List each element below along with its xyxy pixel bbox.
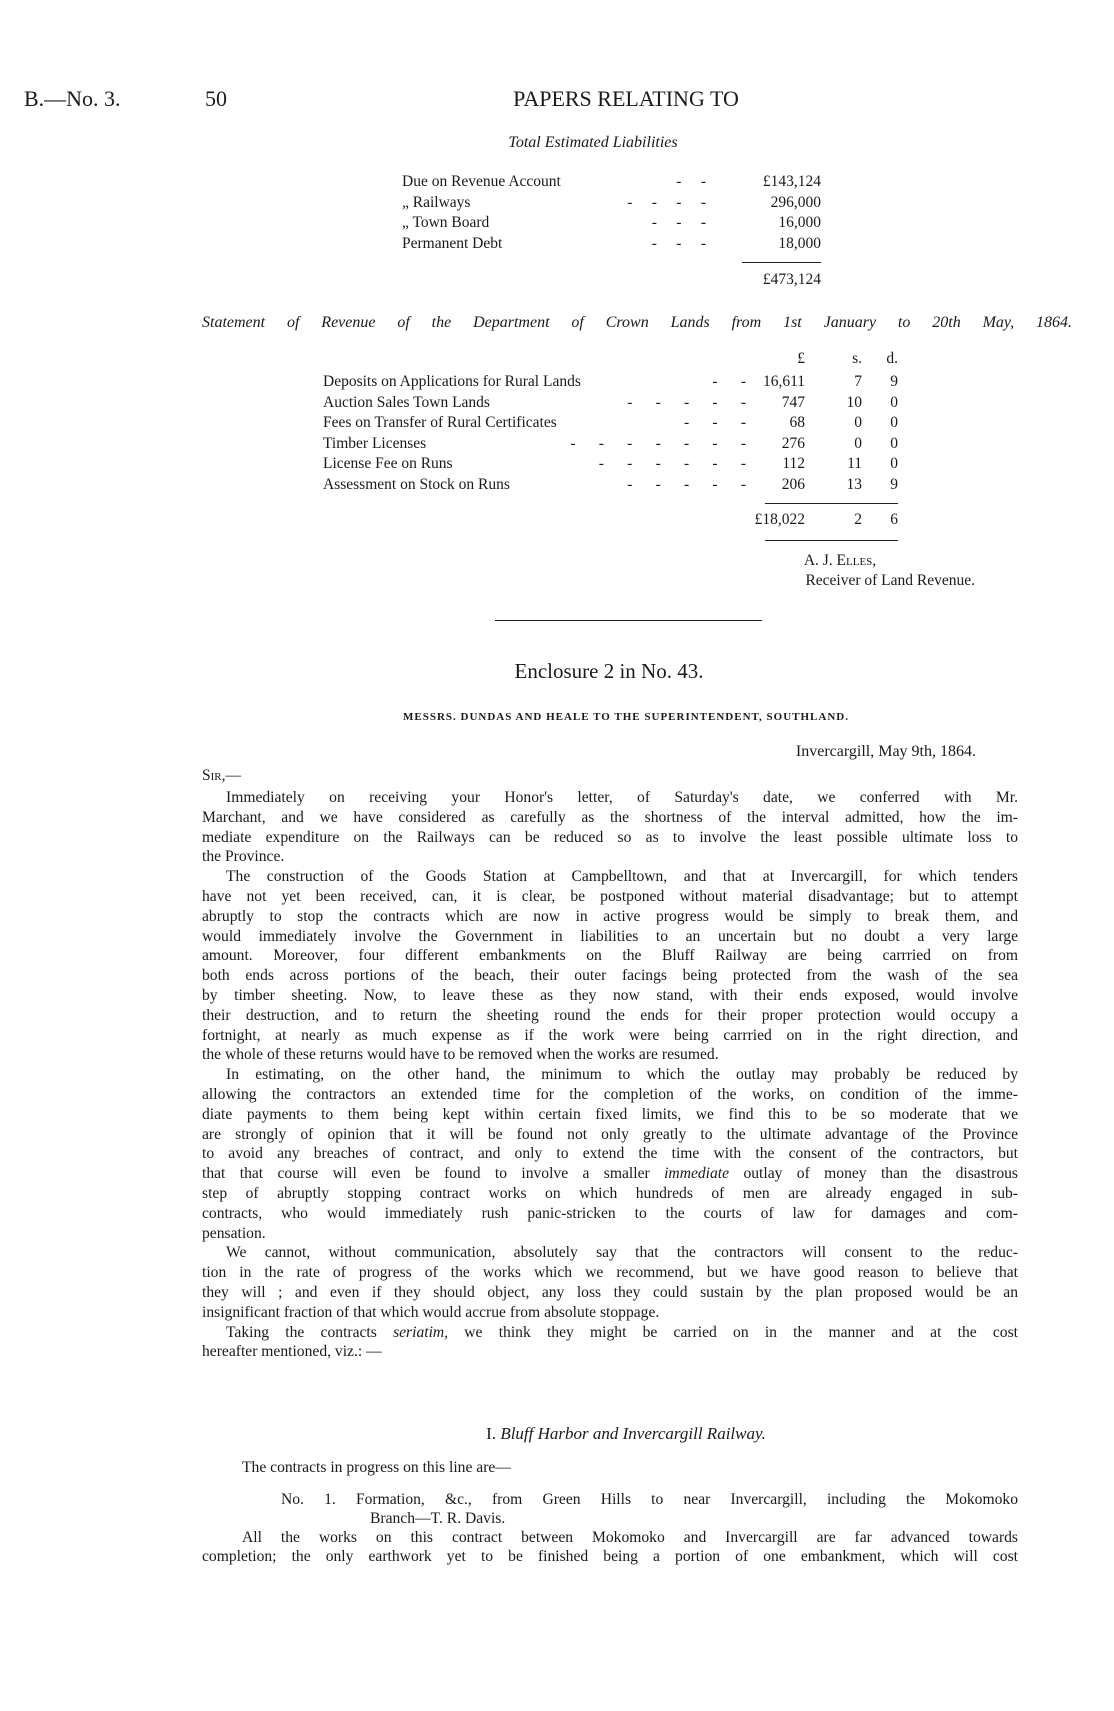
line-text: would immediately involve the Government in liabilities to an uncertain but no doubt a very large <box>202 927 1018 945</box>
revenue-shillings: 0 <box>854 414 862 431</box>
letter-line <box>202 986 1018 1006</box>
line-text: fortnight, at nearly as much expense as if the work were being carrried on in the right direction, and <box>202 1026 1018 1044</box>
letter-body <box>202 788 1018 1362</box>
line-text: mediate expenditure on the Railways can be reduced so as to involve the least possible ultimate loss to <box>202 828 1018 846</box>
line-text: amount. Moreover, four different embankments on the Bluff Railway are being carrried on from <box>202 947 1018 965</box>
revenue-pounds: 747 <box>781 393 805 411</box>
letter-line <box>202 1184 1018 1204</box>
line-text: diate payments to them being kept within certain fixed limits, we find this to be so moderate that we <box>202 1105 1018 1123</box>
line-text: their destruction, and to return the sheeting round the ends for their proper protection would occupy a <box>202 1006 1018 1024</box>
revenue-leader-dashes: - - - - - - - <box>570 434 746 452</box>
section-heading <box>326 1424 926 1444</box>
letter-line <box>202 788 1018 808</box>
contract-paragraph-line-2: completion; the only earthwork yet to be finished being a portion of one embankment, which will cost <box>202 1548 1018 1565</box>
letter-line <box>202 1026 1018 1046</box>
letter-line <box>202 1224 1018 1244</box>
italic-text: seriatim, <box>393 1323 449 1341</box>
letter-salutation: Sir,— <box>202 767 241 784</box>
revenue-label: Auction Sales Town Lands <box>323 393 490 411</box>
revenue-total-pounds: £18,022 <box>754 511 805 528</box>
enclosure-subtitle: MESSRS. DUNDAS AND HEALE TO THE SUPERINTENDENT, SOUTHLAND. <box>403 711 849 723</box>
line-text-continued: we think they might be carried on in the manner and at the cost <box>464 1323 1018 1341</box>
line-text: to avoid any breaches of contract, and only to extend the time with the consent of the contractors, but <box>202 1145 1018 1163</box>
letter-dateline: Invercargill, May 9th, 1864. <box>795 743 976 760</box>
revenue-shillings: 0 <box>854 434 862 452</box>
contract-line-1: No. 1. Formation, &c., from Green Hills to near Invercargill, including the Mokomoko <box>281 1491 1018 1508</box>
revenue-pounds: 112 <box>782 455 805 472</box>
revenue-pence: 0 <box>890 414 898 431</box>
letter-line <box>202 946 1018 966</box>
letter-line <box>202 808 1018 828</box>
revenue-shillings: 13 <box>846 475 862 493</box>
revenue-pounds: 16,611 <box>762 373 805 390</box>
revenue-label: Fees on Transfer of Rural Certificates <box>323 414 557 431</box>
section-intro: The contracts in progress on this line are— <box>242 1459 511 1476</box>
revenue-pence: 0 <box>890 393 898 411</box>
section-divider <box>495 620 762 621</box>
liability-label: Due on Revenue Account <box>402 173 561 190</box>
letter-line <box>202 1125 1018 1145</box>
letter-line <box>202 966 1018 986</box>
revenue-total-shillings: 2 <box>854 511 862 528</box>
line-text: the Province. <box>202 848 285 866</box>
revenue-bottom-rule <box>765 540 898 541</box>
document-reference: B.—No. 3. <box>24 86 121 111</box>
revenue-label: Assessment on Stock on Runs <box>323 475 510 493</box>
revenue-pounds: 68 <box>789 414 805 431</box>
revenue-shillings: 7 <box>854 373 862 390</box>
liability-label: „ Railways <box>402 193 471 211</box>
letter-line <box>202 1243 1018 1263</box>
revenue-leader-dashes: - - - - - - <box>598 455 746 472</box>
letter-line <box>202 1164 1018 1184</box>
letter-line <box>202 1263 1018 1283</box>
line-text: In estimating, on the other hand, the minimum to which the outlay may probably be reduced by <box>226 1066 1018 1084</box>
line-text: Marchant, and we have considered as carefully as the shortness of the interval admitted, how the im- <box>202 808 1018 826</box>
line-text: step of abruptly stopping contract works on which hundreds of men are already engaged in sub- <box>202 1184 1018 1202</box>
column-pounds: £ <box>797 350 805 367</box>
letter-line <box>202 1045 1018 1065</box>
line-text: pensation. <box>202 1224 266 1242</box>
page-title: PAPERS RELATING TO <box>513 86 739 111</box>
revenue-leader-dashes: - - <box>712 373 746 390</box>
line-text: that that course will even be found to involve a smaller <box>202 1165 650 1183</box>
revenue-label: Deposits on Applications for Rural Lands <box>323 373 581 390</box>
revenue-pence: 0 <box>890 434 898 452</box>
column-pence: d. <box>886 350 898 367</box>
letter-line <box>202 867 1018 887</box>
liability-label: Permanent Debt <box>402 234 503 252</box>
revenue-shillings: 11 <box>847 455 862 472</box>
liability-label: „ Town Board <box>402 214 490 231</box>
signatory-title: Receiver of Land Revenue. <box>805 572 975 589</box>
line-text: are strongly of opinion that it will be found not only greatly to the ultimate advantage of the Province <box>202 1125 1018 1143</box>
line-text: both ends across portions of the beach, their outer facings being protected from the wash of the sea <box>202 967 1018 985</box>
revenue-pounds: 206 <box>781 475 805 493</box>
revenue-label: Timber Licenses <box>323 434 427 452</box>
letter-line <box>202 1204 1018 1224</box>
line-text: Immediately on receiving your Honor's letter, of Saturday's date, we conferred with Mr. <box>226 789 1018 806</box>
revenue-pence: 0 <box>890 455 898 472</box>
enclosure-title: Enclosure 2 in No. 43. <box>514 659 704 683</box>
line-text-continued: outlay of money than the disastrous <box>743 1165 1018 1183</box>
line-text: the whole of these returns would have to be removed when the works are resumed. <box>202 1046 719 1064</box>
letter-line <box>202 1323 1018 1343</box>
line-text: have not yet been received, can, it is clear, be postponed without material disadvantage; but to attempt <box>202 887 1018 905</box>
liabilities-title: Total Estimated Liabilities <box>508 134 678 151</box>
contract-line-2: Branch—T. R. Davis. <box>370 1510 506 1527</box>
line-text: Taking the contracts <box>226 1323 377 1341</box>
page-number: 50 <box>205 86 227 111</box>
contract-paragraph-line-1: All the works on this contract between Mokomoko and Invercargill are far advanced towards <box>242 1529 1018 1546</box>
letter-line <box>202 1342 1018 1362</box>
liability-amount: 16,000 <box>778 214 821 231</box>
signatory-name: A. J. Elles, <box>803 552 877 569</box>
liability-amount: 18,000 <box>778 234 821 252</box>
italic-text: immediate <box>664 1165 730 1183</box>
line-text: hereafter mentioned, viz.: — <box>202 1343 382 1361</box>
letter-line <box>202 1006 1018 1026</box>
line-text: The construction of the Goods Station at Campbelltown, and that at Invercargill, for which tenders <box>226 868 1018 886</box>
line-text: by timber sheeting. Now, to leave these as they now stand, with their ends exposed, would involve <box>202 986 1018 1004</box>
column-shillings: s. <box>852 350 862 367</box>
letter-line <box>202 907 1018 927</box>
revenue-label: License Fee on Runs <box>323 455 453 472</box>
liability-leader-dashes: - - - <box>651 214 706 231</box>
liability-leader-dashes: - - <box>676 173 706 190</box>
line-text: allowing the contractors an extended time for the completion of the works, on condition of the imme- <box>202 1085 1018 1103</box>
liabilities-total: £473,124 <box>762 271 821 288</box>
line-text: tion in the rate of progress of the works which we recommend, but we have good reason to believe that <box>202 1264 1018 1282</box>
letter-line <box>202 847 1018 867</box>
revenue-total-pence: 6 <box>890 511 898 528</box>
section-title: Bluff Harbor and Invercargill Railway. <box>500 1424 766 1443</box>
letter-line <box>202 1085 1018 1105</box>
revenue-shillings: 10 <box>846 393 862 411</box>
letter-line <box>202 1065 1018 1085</box>
revenue-total-rule <box>765 503 898 504</box>
line-text: abruptly to stop the contracts which are now in active progress would be simply to break them, and <box>202 907 1018 925</box>
line-text: contracts, who would immediately rush panic-stricken to the courts of law for damages and com- <box>202 1204 1018 1222</box>
letter-line <box>202 1283 1018 1303</box>
liabilities-total-rule <box>742 262 821 263</box>
liability-amount: 296,000 <box>770 193 821 211</box>
revenue-leader-dashes: - - - <box>684 414 746 431</box>
liability-leader-dashes: - - - <box>651 234 706 252</box>
letter-line <box>202 1144 1018 1164</box>
revenue-pence: 9 <box>890 475 898 493</box>
line-text: insignificant fraction of that which would accrue from absolute stoppage. <box>202 1303 660 1321</box>
letter-line <box>202 927 1018 947</box>
revenue-pounds: 276 <box>781 434 805 452</box>
letter-line <box>202 1105 1018 1125</box>
revenue-pence: 9 <box>890 373 898 390</box>
line-text: We cannot, without communication, absolutely say that the contractors will consent to the reduc- <box>226 1244 1018 1262</box>
revenue-title: Statement of Revenue of the Department of Crown Lands from 1st January to 20th May, 1864. <box>202 314 1072 331</box>
liability-amount: £143,124 <box>762 173 821 190</box>
letter-line <box>202 1303 1018 1323</box>
revenue-leader-dashes: - - - - - <box>627 393 746 411</box>
revenue-leader-dashes: - - - - - <box>627 475 746 493</box>
letter-line <box>202 828 1018 848</box>
line-text: they will ; and even if they should object, any loss they could sustain by the plan proposed would be an <box>202 1283 1018 1301</box>
liability-leader-dashes: - - - - <box>627 193 706 211</box>
letter-line <box>202 887 1018 907</box>
section-number: I. <box>486 1424 497 1443</box>
